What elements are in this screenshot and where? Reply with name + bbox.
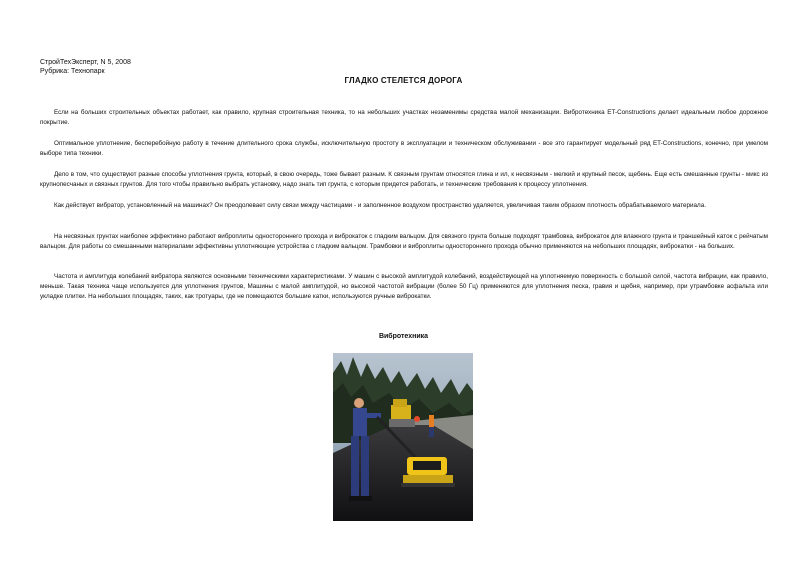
article-title: ГЛАДКО СТЕЛЕТСЯ ДОРОГА (344, 76, 463, 85)
road-compaction-photo (333, 353, 473, 521)
paragraph-2: Оптимальное уплотнение, бесперебойную работу в течение длительного срока службы, исключительную простоту в эксплуатации и техническом обслуживании - все это гарантирует модельный ряд ET-Constructions, конечно, при умелом выборе типа техники. (40, 140, 768, 157)
header-source: СтройТехЭксперт, N 5, 2008 (40, 59, 131, 66)
paragraph-3: Дело в том, что существуют разные способы уплотнения грунта, который, в свою очередь, тоже бывает разным. К связным грунтам относятся глина и ил, к несвязным - мелкий и крупный песок, щебень. Еще есть смешанные грунты - микс из крупнопесчаных и связных грунтов. Для того чтобы правильно выбрать установку, надо знать тип грунта, с которым придется работать, и технические требования к процессу уплотнения. (40, 171, 768, 188)
paragraph-1: Если на больших строительных объектах работает, как правило, крупная строительная техника, то на небольших участках незаменимы средства малой механизации. Вибротехника ET-Constructions делает идеальным любое дорожное покрытие. (40, 109, 768, 126)
photo-illustration (333, 353, 473, 521)
paragraph-4: Как действует вибратор, установленный на машинах? Он преодолевает силу связи между частицами - и заполненное воздухом пространство удаляется, увеличивая таким образом плотность обрабатываемого материала. (54, 202, 706, 209)
header-rubric: Рубрика: Технопарк (40, 68, 105, 75)
paragraph-5: На несвязных грунтах наиболее эффективно работают виброплиты одностороннего прохода и виброкаток с гладким вальцом. Для связного грунта больше подходят трамбовка, виброкаток для влажного грунта и траншейный каток с рейчатым вальцом. Для работы со смешанными материалами эффективны уплотняющие устройства с гладким вальцом. Трамбовки и виброплиты одностороннего прохода обычно применяются на небольших площадях, виброкатки - на больших. (40, 233, 768, 250)
paragraph-6: Частота и амплитуда колебаний вибратора являются основными техническими характеристиками. У машин с высокой амплитудой колебаний, воздействующей на уплотняемую поверхность с большой силой, частота вибрации, как правило, меньше. Такая техника чаще используется для уплотнения грунтов, Машины с малой амплитудой, но высокой частотой вибрации (более 50 Гц) применяются для уплотнения песка, гравия и щебня, например, при утрамбовке асфальта или укладке плитки. На небольших площадях, таких, как тротуары, где не помещаются большие катки, используются ручные виброкатки. (40, 273, 768, 300)
figure-caption: Вибротехника (378, 333, 429, 340)
